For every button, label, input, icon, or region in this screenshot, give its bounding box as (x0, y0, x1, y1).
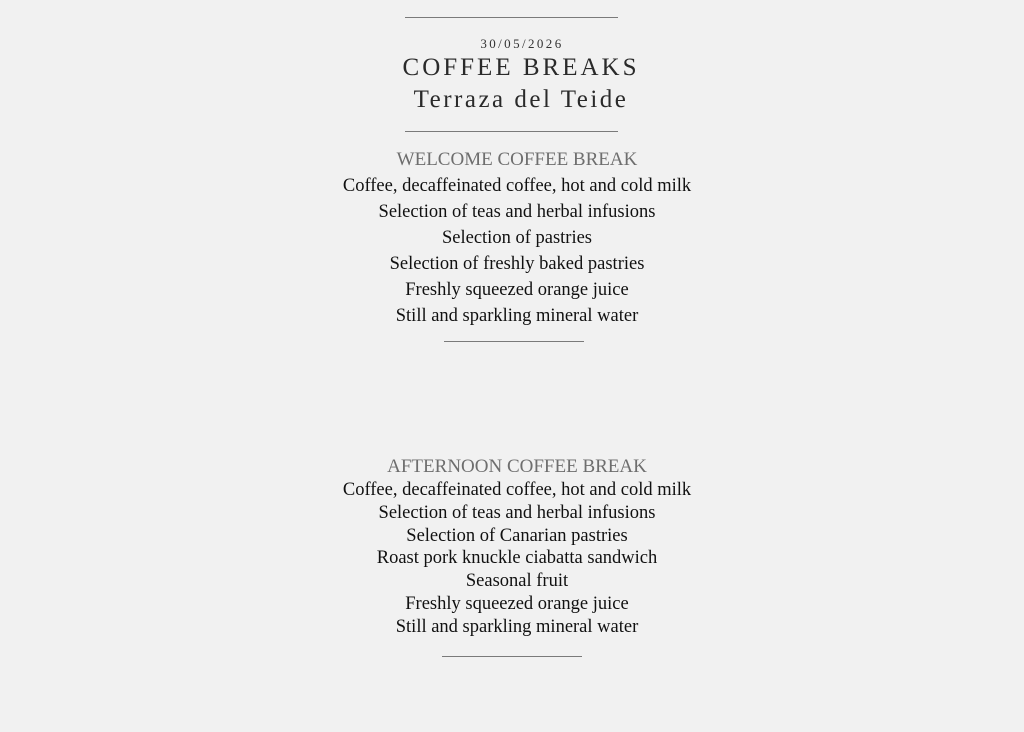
menu-item: Selection of teas and herbal infusions (378, 502, 656, 523)
menu-item: Roast pork knuckle ciabatta sandwich (376, 548, 658, 569)
menu-item: Freshly squeezed orange juice (405, 593, 629, 614)
section-divider (442, 656, 582, 657)
page-title: COFFEE BREAKS (402, 54, 640, 81)
menu-item: Freshly squeezed orange juice (405, 280, 629, 300)
menu-item: Coffee, decaffeinated coffee, hot and cold milk (342, 480, 692, 500)
menu-item: Seasonal fruit (465, 571, 569, 592)
menu-item: Still and sparkling mineral water (395, 306, 639, 326)
menu-item-list (10, 173, 1024, 329)
menu-item: Selection of freshly baked pastries (389, 254, 645, 274)
section-heading: AFTERNOON COFFEE BREAK (387, 456, 647, 477)
venue-name: Terraza del Teide (413, 86, 629, 113)
afternoon-coffee-break-section (0, 455, 1024, 639)
section-divider (444, 341, 584, 342)
header-top-divider (405, 17, 618, 18)
menu-item: Still and sparkling mineral water (395, 616, 639, 637)
event-date: 30/05/2026 (480, 36, 564, 51)
menu-item-list (10, 479, 1024, 639)
menu-item: Selection of teas and herbal infusions (378, 202, 656, 222)
menu-item: Selection of Canarian pastries (406, 525, 628, 546)
section-heading: WELCOME COFFEE BREAK (396, 149, 638, 170)
menu-item: Coffee, decaffeinated coffee, hot and cold milk (342, 176, 692, 196)
welcome-coffee-break-section (0, 147, 1024, 329)
header-bottom-divider (405, 131, 618, 132)
menu-item: Selection of pastries (441, 228, 592, 248)
